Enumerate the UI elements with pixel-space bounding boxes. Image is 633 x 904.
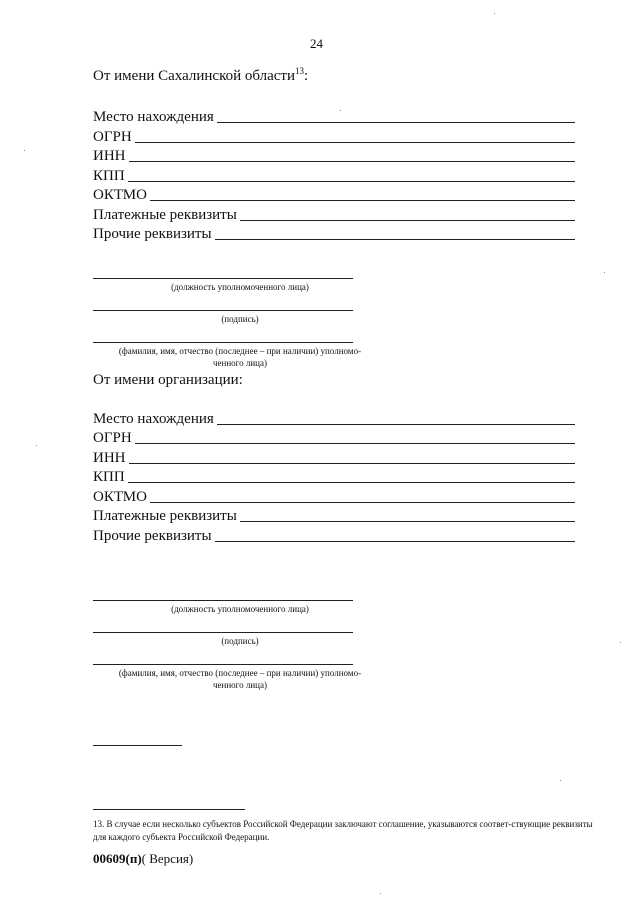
fill-line — [240, 220, 575, 221]
region-heading-colon: : — [304, 68, 309, 84]
region-field-kpp[interactable] — [93, 165, 575, 185]
org-name-caption-2: ченного лица) — [213, 680, 267, 690]
scan-speck — [36, 445, 37, 446]
fill-line — [135, 142, 575, 143]
footnote-text: 13. В случае если несколько субъектов Российской Федерации заключают соглашение, указываются соответ-ствующие реквизиты для каждого субъекта Российской Федерации. — [93, 819, 593, 842]
org-field-location[interactable] — [93, 408, 575, 428]
region-field-oktmo[interactable] — [93, 184, 575, 204]
fill-line — [135, 443, 575, 444]
fill-line — [150, 502, 575, 503]
fill-line — [128, 181, 575, 182]
field-label: Платежные реквизиты — [93, 207, 237, 223]
org-position-caption: (должность уполномоченного лица) — [171, 604, 309, 614]
fill-line — [215, 239, 575, 240]
version-label: ( Версия) — [141, 851, 194, 866]
region-field-payment[interactable] — [93, 204, 575, 224]
scan-speck — [380, 893, 381, 894]
short-rule — [93, 745, 182, 746]
field-label: КПП — [93, 469, 125, 485]
region-position-line[interactable] — [93, 278, 353, 279]
fill-line — [217, 122, 575, 123]
field-label: ИНН — [93, 450, 126, 466]
org-heading: От имени организации: — [93, 372, 243, 388]
region-field-other[interactable] — [93, 223, 575, 243]
org-position-line[interactable] — [93, 600, 353, 601]
org-field-other[interactable] — [93, 525, 575, 545]
fill-line — [215, 541, 575, 542]
scan-speck — [24, 150, 25, 151]
org-signature-line[interactable] — [93, 632, 353, 633]
scan-speck — [604, 272, 605, 273]
region-name-caption-1: (фамилия, имя, отчество (последнее – при наличии) уполномо- — [118, 346, 362, 356]
field-label: ИНН — [93, 148, 126, 164]
scan-speck — [494, 13, 495, 14]
org-field-payment[interactable] — [93, 505, 575, 525]
fill-line — [240, 521, 575, 522]
scan-speck — [340, 110, 341, 111]
fill-line — [129, 161, 576, 162]
field-label: Место нахождения — [93, 411, 214, 427]
field-label: ОКТМО — [93, 187, 147, 203]
footnote-separator — [93, 809, 245, 810]
region-signature-line[interactable] — [93, 310, 353, 311]
org-name-caption-1: (фамилия, имя, отчество (последнее – при наличии) уполномо- — [118, 668, 362, 678]
field-label: Платежные реквизиты — [93, 508, 237, 524]
org-signature-caption: (подпись) — [221, 636, 259, 646]
footnote-ref: 13 — [295, 66, 305, 76]
version-code: 00609(п) — [93, 851, 142, 866]
version-line — [93, 851, 193, 867]
org-field-kpp[interactable] — [93, 466, 575, 486]
field-label: ОГРН — [93, 430, 132, 446]
fill-line — [150, 200, 575, 201]
page-number: 24 — [310, 36, 323, 51]
field-label: ОГРН — [93, 129, 132, 145]
scan-speck — [620, 642, 621, 643]
fill-line — [129, 463, 576, 464]
region-field-inn[interactable] — [93, 145, 575, 165]
region-heading — [93, 68, 308, 85]
region-position-caption: (должность уполномоченного лица) — [171, 282, 309, 292]
region-field-ogrn[interactable] — [93, 126, 575, 146]
fill-line — [128, 482, 575, 483]
field-label: Прочие реквизиты — [93, 226, 212, 242]
region-signature-caption: (подпись) — [221, 314, 259, 324]
field-label: Место нахождения — [93, 109, 214, 125]
region-field-location[interactable] — [93, 106, 575, 126]
org-field-ogrn[interactable] — [93, 427, 575, 447]
scan-speck — [560, 780, 561, 781]
region-heading-text: От имени Сахалинской области — [93, 68, 296, 84]
field-label: Прочие реквизиты — [93, 528, 212, 544]
region-name-line[interactable] — [93, 342, 353, 343]
field-label: ОКТМО — [93, 489, 147, 505]
org-name-line[interactable] — [93, 664, 353, 665]
region-name-caption-2: ченного лица) — [213, 358, 267, 368]
org-field-inn[interactable] — [93, 447, 575, 467]
fill-line — [217, 424, 575, 425]
org-field-oktmo[interactable] — [93, 486, 575, 506]
field-label: КПП — [93, 168, 125, 184]
